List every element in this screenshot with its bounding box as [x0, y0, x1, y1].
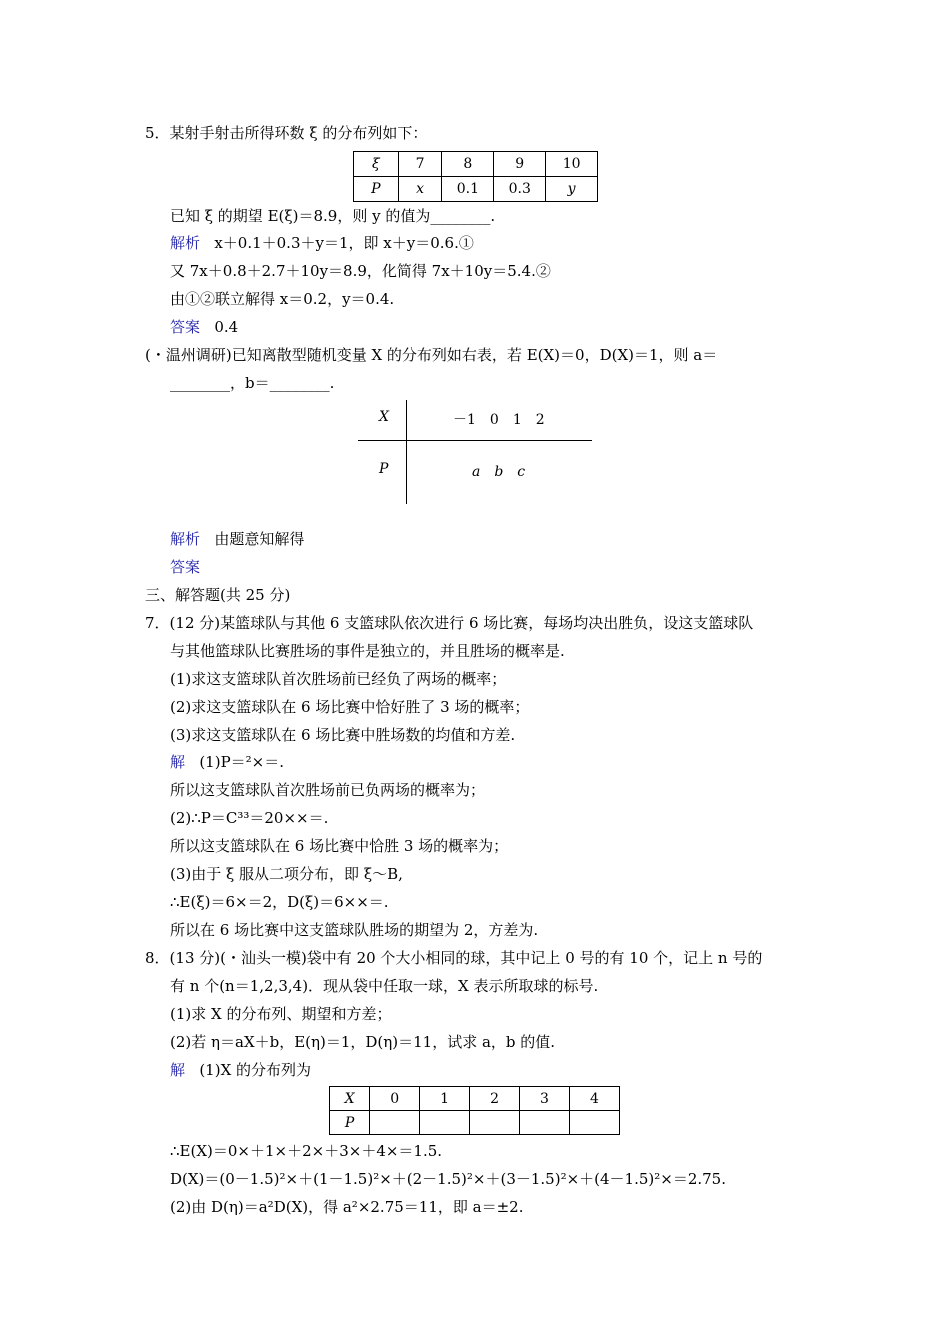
q5-line-3: 由①②联立解得 x＝0.2，y＝0.4.	[170, 290, 395, 308]
table-cell: y	[546, 177, 598, 202]
table-cell	[370, 1111, 420, 1135]
table-divider-horizontal	[358, 440, 592, 441]
table-x-values: －1 0 1 2	[453, 412, 545, 428]
q8-part-1: (1)求 X 的分布列、期望和方差；	[170, 1005, 392, 1023]
q7-solution-6: ∴E(ξ)＝6×＝2，D(ξ)＝6××＝.	[170, 893, 389, 911]
q6-answer-label: 答案	[170, 558, 201, 576]
q8-stem-2: 有 n 个(n＝1,2,3,4)．现从袋中任取一球，X 表示所取球的标号.	[170, 977, 599, 995]
q8-solution-1	[170, 1060, 311, 1080]
q5-answer	[170, 317, 238, 337]
table-cell: x	[398, 177, 442, 202]
analysis-label: 解析	[170, 530, 201, 548]
table-row	[354, 152, 598, 177]
q6-analysis	[170, 529, 304, 549]
table-cell: 7	[398, 152, 442, 177]
q8-solution-4: (2)由 D(η)＝a²D(X)，得 a²×2.75＝11，即 a＝±2.	[170, 1198, 524, 1216]
table-cell: P	[354, 177, 399, 202]
table-cell: 0.1	[442, 177, 494, 202]
table-divider-vertical	[406, 400, 407, 504]
q7-solution-7: 所以在 6 场比赛中这支篮球队胜场的期望为 2，方差为.	[170, 921, 539, 939]
q8-distribution-table	[329, 1086, 620, 1135]
table-cell: 4	[569, 1087, 619, 1111]
table-cell: 2	[470, 1087, 520, 1111]
q8-solution-3: D(X)＝(0－1.5)²×＋(1－1.5)²×＋(2－1.5)²×＋(3－1.5)²×＋(4－1.5)²×＝2.75.	[170, 1170, 726, 1188]
q7-part-3: (3)求这支篮球队在 6 场比赛中胜场数的均值和方差.	[170, 726, 516, 744]
q7-solution-2: 所以这支篮球队首次胜场前已负两场的概率为；	[170, 781, 486, 799]
q5-line-2: 又 7x＋0.8＋2.7＋10y＝8.9，化简得 7x＋10y＝5.4.②	[170, 262, 551, 280]
analysis-text: 由题意知解得	[214, 530, 305, 548]
table-cell: 0	[370, 1087, 420, 1111]
table-cell	[520, 1111, 570, 1135]
q6-stem-2: ________，b＝________.	[170, 374, 335, 392]
q7-solution-3: (2)∴P＝C³³＝20××＝.	[170, 809, 329, 827]
table-row	[330, 1087, 620, 1111]
solution-text: (1)P＝²×＝.	[199, 753, 285, 771]
solution-text: (1)X 的分布列为	[199, 1061, 312, 1079]
q5-stem: 5．某射手射击所得环数 ξ 的分布列如下：	[145, 124, 428, 142]
table-row	[330, 1111, 620, 1135]
analysis-text: x＋0.1＋0.3＋y＝1，即 x＋y＝0.6.①	[214, 234, 474, 252]
q7-solution-1	[170, 752, 284, 772]
q7-solution-4: 所以这支篮球队在 6 场比赛中恰胜 3 场的概率为；	[170, 837, 509, 855]
table-cell: 10	[546, 152, 598, 177]
q5-given: 已知 ξ 的期望 E(ξ)＝8.9，则 y 的值为________.	[170, 207, 496, 225]
table-cell: X	[330, 1087, 370, 1111]
table-cell: 3	[520, 1087, 570, 1111]
table-p-values: a b c	[472, 464, 526, 480]
solution-label: 解	[170, 1061, 186, 1079]
table-header-p: P	[379, 461, 389, 477]
q5-distribution-table	[353, 151, 598, 202]
q7-solution-5: (3)由于 ξ 服从二项分布，即 ξ～B,	[170, 865, 403, 883]
table-cell: P	[330, 1111, 370, 1135]
q7-part-1: (1)求这支篮球队首次胜场前已经负了两场的概率；	[170, 670, 507, 688]
table-row	[354, 177, 598, 202]
section-title: 三、解答题(共 25 分)	[145, 586, 291, 604]
analysis-label: 解析	[170, 234, 201, 252]
q7-stem-2: 与其他篮球队比赛胜场的事件是独立的，并且胜场的概率是.	[170, 642, 565, 660]
q7-part-2: (2)求这支篮球队在 6 场比赛中恰好胜了 3 场的概率；	[170, 698, 530, 716]
table-cell: ξ	[354, 152, 399, 177]
table-header-x: X	[379, 409, 389, 425]
table-cell	[470, 1111, 520, 1135]
answer-label: 答案	[170, 318, 201, 336]
table-cell: 8	[442, 152, 494, 177]
q8-stem-1: 8．(13 分)(・汕头一模)袋中有 20 个大小相同的球，其中记上 0 号的有 10 个，记上 n 号的	[145, 949, 763, 967]
q7-stem-1: 7．(12 分)某篮球队与其他 6 支篮球队依次进行 6 场比赛，每场均决出胜负，设这支篮球队	[145, 614, 754, 632]
table-cell: 1	[420, 1087, 470, 1111]
q5-analysis	[170, 233, 474, 253]
table-cell	[569, 1111, 619, 1135]
table-cell	[420, 1111, 470, 1135]
solution-label: 解	[170, 753, 186, 771]
table-cell: 9	[494, 152, 546, 177]
q8-part-2: (2)若 η＝aX＋b，E(η)＝1，D(η)＝11，试求 a，b 的值.	[170, 1033, 556, 1051]
answer-value: 0.4	[214, 318, 239, 336]
q6-stem-1: (・温州调研)已知离散型随机变量 X 的分布列如右表，若 E(X)＝0，D(X)＝1，则 a＝	[145, 346, 718, 364]
q8-solution-2: ∴E(X)＝0×＋1×＋2×＋3×＋4×＝1.5.	[170, 1142, 443, 1160]
table-cell: 0.3	[494, 177, 546, 202]
